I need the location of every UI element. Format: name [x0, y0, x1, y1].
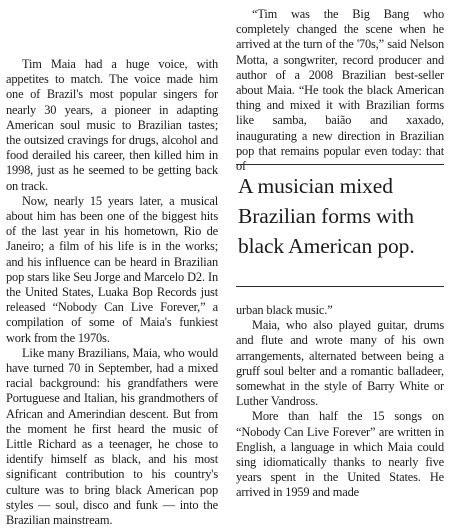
article-column-right-bottom — [236, 303, 444, 501]
pull-quote-text: A musician mixed Brazilian forms with black American pop. — [238, 174, 415, 258]
article-paragraph: Now, nearly 15 years later, a musical about him has been one of the biggest hits of the last year in his hometown, Rio de Janeiro; a film of his life is in the works; and his influence can be heard in Brazilian pop stars like Seu Jorge and Marcelo D2. In the United States, Luaka Bop Records just released “Nobody Can Live Forever,” a compilation of some of Maia's funkiest work from the 1970s. — [6, 193, 218, 345]
article-paragraph: Maia, who also played guitar, drums and flute and wrote many of his own arrangements, alternated between being a gruff soul belter and a romantic balladeer, somewhat in the style of Barry White or Luther Vandross. — [236, 318, 444, 409]
pull-quote — [236, 164, 444, 287]
article-paragraph: Tim Maia had a huge voice, with appetites to match. The voice made him one of Brazil's most popular singers for nearly 30 years, a pioneer in adapting American soul music to Brazilian tastes; the outsized cravings for drugs, alcohol and food derailed his career, then killed him in 1998, just as he seemed to be getting back on track. — [6, 57, 218, 193]
article-paragraph-continuation: urban black music.” — [236, 303, 333, 317]
article-column-right-top — [236, 7, 444, 174]
article-paragraph: More than half the 15 songs on “Nobody Can Live Forever” are written in English, a language in which Maia could sing idiomatically thanks to nearly five years spent in the United States. He arrived in 1959 and made — [236, 409, 444, 500]
article-column-left — [6, 57, 218, 528]
article-paragraph: “Tim was the Big Bang who completely changed the scene when he arrived at the turn of the '70s,” said Nelson Motta, a songwriter, record producer and author of a 2008 Brazilian best-seller about Maia. “He took the black American thing and mixed it with Brazilian forms like samba, baião and xaxado, inaugurating a new direction in Brazilian pop that remains popular even today: that of — [236, 7, 444, 174]
article-paragraph: Like many Brazilians, Maia, who would have turned 70 in September, had a mixed racial background: his grandfathers were Portuguese and Italian, his grandmothers of African and Amerindian descent. But from the moment he first heard the music of Little Richard as a teenager, he chose to identify himself as black, and his most significant contribution to his country's culture was to bring black American pop styles — soul, disco and funk — into the Brazilian mainstream. — [6, 345, 218, 528]
